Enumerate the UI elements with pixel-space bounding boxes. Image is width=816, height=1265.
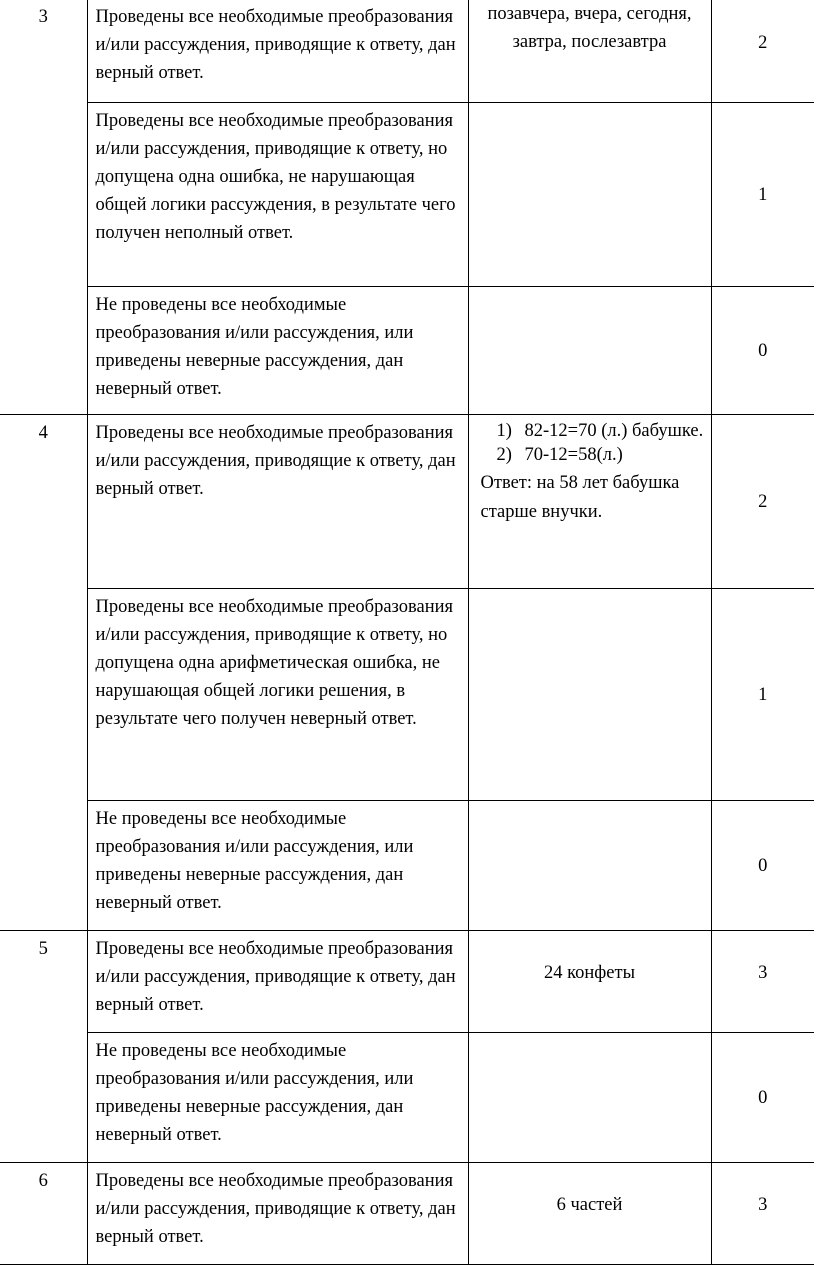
- task-number-cell: [0, 1163, 87, 1265]
- answer-cell: [468, 0, 711, 103]
- points-cell: [711, 103, 814, 287]
- answer-note: Ответ: на 58 лет бабушка старше внучки.: [480, 473, 680, 522]
- answer-cell: [468, 589, 711, 801]
- step-text: 70-12=58(л.): [524, 445, 623, 465]
- criterion-cell: [87, 589, 468, 801]
- points-value: 0: [758, 1087, 768, 1108]
- task-number: 4: [38, 423, 48, 443]
- task-number-cell: [0, 415, 87, 931]
- criterion-cell: [87, 287, 468, 415]
- criterion-cell: [87, 0, 468, 103]
- points-cell: [711, 931, 814, 1033]
- points-value: 2: [758, 33, 768, 53]
- table-row: [0, 287, 814, 415]
- task-number: 3: [38, 7, 48, 27]
- step-text: 82-12=70 (л.) бабушке.: [524, 421, 704, 441]
- criterion-cell: [87, 931, 468, 1033]
- criterion-text: Проведены все необходимые преобразования и/или рассуждения, приводящие к ответу, дан верный ответ.: [95, 939, 456, 1015]
- points-cell: [711, 287, 814, 415]
- task-number: 5: [38, 939, 48, 959]
- criterion-text: Проведены все необходимые преобразования и/или рассуждения, приводящие к ответу, дан верный ответ.: [95, 1171, 456, 1247]
- task-number-cell: [0, 931, 87, 1163]
- criterion-text: Не проведены все необходимые преобразования и/или рассуждения, или приведены неверные рассуждения, дан неверный ответ.: [95, 295, 414, 399]
- answer-cell: [468, 287, 711, 415]
- criterion-cell: [87, 1033, 468, 1163]
- points-value: 1: [758, 684, 768, 705]
- criterion-cell: [87, 1163, 468, 1265]
- step-marker: 1): [496, 421, 512, 441]
- table-row: [0, 931, 814, 1033]
- points-cell: [711, 0, 814, 103]
- points-value: 1: [758, 184, 768, 205]
- criterion-text: Не проведены все необходимые преобразования и/или рассуждения, или приведены неверные рассуждения, дан неверный ответ.: [95, 809, 414, 913]
- task-number: 6: [38, 1171, 48, 1191]
- points-cell: [711, 801, 814, 931]
- criterion-text: Не проведены все необходимые преобразования и/или рассуждения, или приведены неверные рассуждения, дан неверный ответ.: [95, 1041, 414, 1145]
- answer-cell: [468, 1033, 711, 1163]
- answer-cell: [468, 801, 711, 931]
- criterion-cell: [87, 103, 468, 287]
- task-number-cell: [0, 0, 87, 415]
- answer-step: [496, 443, 705, 467]
- table-row: [0, 1163, 814, 1265]
- answer-step: [496, 419, 705, 443]
- points-cell: [711, 415, 814, 589]
- criterion-text: Проведены все необходимые преобразования и/или рассуждения, приводящие к ответу, но допущена одна ошибка, не нарушающая общей логики рассуждения, в результате чего получен неполный ответ.: [95, 111, 456, 243]
- table-row: [0, 801, 814, 931]
- table-row: [0, 1033, 814, 1163]
- points-value: 0: [758, 340, 768, 361]
- points-value: 3: [758, 1195, 768, 1215]
- points-value: 0: [758, 855, 768, 876]
- answer-steps: [481, 419, 705, 467]
- points-value: 2: [758, 491, 768, 512]
- criterion-cell: [87, 415, 468, 589]
- answer-text: 6 частей: [556, 1195, 623, 1215]
- points-cell: [711, 589, 814, 801]
- table-row: [0, 103, 814, 287]
- answer-cell: [468, 415, 711, 589]
- answer-cell: [468, 103, 711, 287]
- criterion-text: Проведены все необходимые преобразования и/или рассуждения, приводящие к ответу, дан верный ответ.: [95, 423, 456, 499]
- answer-cell: [468, 931, 711, 1033]
- points-cell: [711, 1163, 814, 1265]
- criterion-text: Проведены все необходимые преобразования и/или рассуждения, приводящие к ответу, дан верный ответ.: [95, 7, 456, 83]
- criterion-text: Проведены все необходимые преобразования и/или рассуждения, приводящие к ответу, но допущена одна арифметическая ошибка, не нарушающая общей логики решения, в результате чего получен неверный ответ.: [95, 597, 453, 729]
- answer-text: позавчера, вчера, сегодня, завтра, послезавтра: [487, 4, 692, 52]
- table-row: [0, 589, 814, 801]
- answer-cell: [468, 1163, 711, 1265]
- answer-text: 24 конфеты: [543, 963, 636, 983]
- table-row: [0, 0, 814, 103]
- criterion-cell: [87, 801, 468, 931]
- table-row: [0, 415, 814, 589]
- step-marker: 2): [496, 445, 512, 465]
- points-cell: [711, 1033, 814, 1163]
- points-value: 3: [758, 963, 768, 983]
